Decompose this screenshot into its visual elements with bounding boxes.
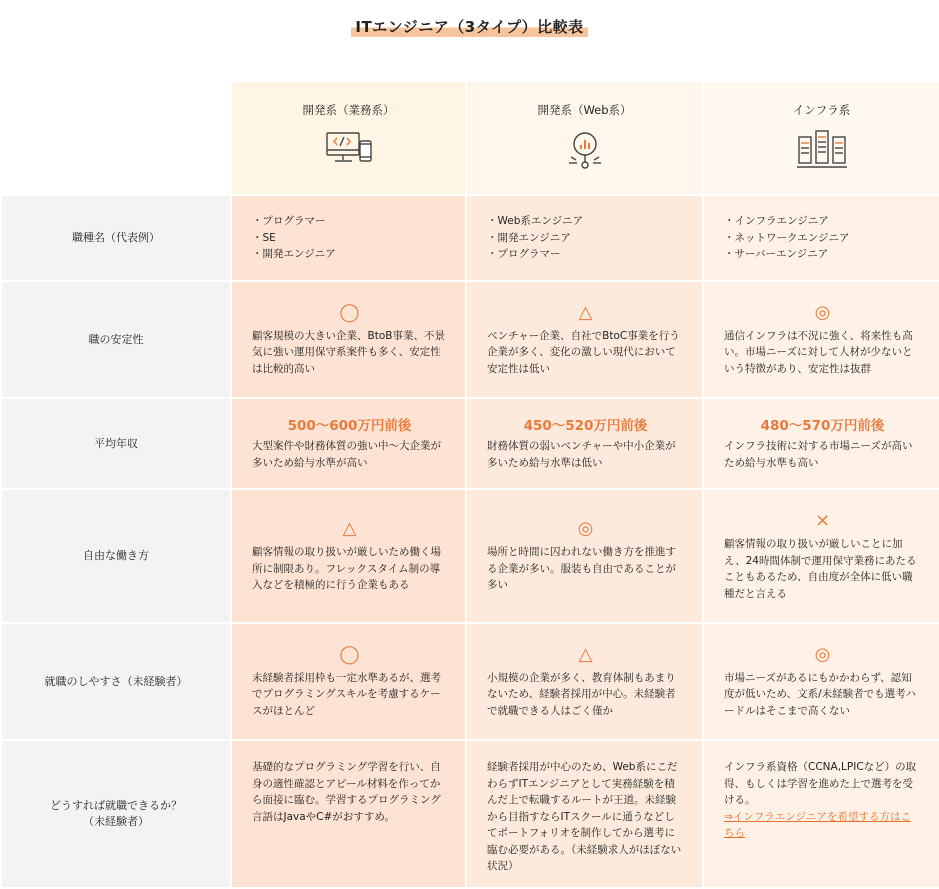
row-label: 平均年収 [1, 398, 231, 489]
comparison-table [0, 80, 939, 889]
cell-web-dev [466, 623, 703, 740]
corner-cell [1, 81, 231, 195]
job-item: ・ プログラマー [252, 213, 447, 230]
column-label: インフラ系 [792, 103, 851, 117]
row-label: 職種名（代表例） [1, 195, 231, 281]
cell-text: 顧客情報の取り扱いが厳しいことに加え、24時間体制で運用保守業務にあたることもあるため、自由度が全体に低い職種だと言える [724, 538, 917, 600]
cell-text: 小規模の企業が多く、教育体制もあまりないため、経験者採用が中心。未経験者で就職できる人はごく僅か [487, 671, 676, 717]
job-item: ・ インフラエンジニア [724, 213, 921, 230]
cell-text: 未経験者採用枠も一定水準あるが、選考でプログラミングスキルを考慮するケースがほとんど [252, 671, 441, 717]
column-label: 開発系（業務系） [302, 103, 395, 117]
rating-mark: ◯ [339, 301, 360, 323]
cell-text: インフラ系資格（CCNA,LPICなど）の取得、もしくは学習を進めた上で選考を受ける。 [724, 761, 917, 806]
row-job-titles [1, 195, 939, 281]
rating-mark: △ [342, 518, 357, 540]
rating-mark: △ [578, 643, 593, 665]
salary-range: 480〜570万円前後 [760, 418, 885, 434]
cell-web-dev [466, 740, 703, 888]
cell-web-dev [466, 195, 703, 281]
cell-text: 大型案件や財務体質の強い中〜大企業が多いため給与水準が高い [252, 440, 441, 469]
job-item: ・ サーバーエンジニア [724, 246, 921, 263]
row-label [1, 740, 231, 888]
column-label: 開発系（Web系） [537, 103, 632, 117]
cell-text: 顧客規模の大きい企業、BtoB事業、不景気に強い運用保守系案件も多く、安定性は比較的高い [252, 329, 445, 375]
rating-mark: ◯ [339, 643, 360, 665]
page-title: ITエンジニア（3タイプ）比較表 [351, 14, 587, 37]
column-header-web-dev [466, 81, 703, 195]
row-label-line: どうすれば就職できるか？ [50, 799, 182, 812]
computer-and-phone-icon [325, 129, 373, 169]
cell-text: 経験者採用が中心のため、Web系にこだわらずITエンジニアとして実務経験を積んだ上で転職するルートが王道。未経験から目指すならITスクールに通うなどしてポートフォリオを制作してから選考に臨む必要がある。（未経験求人がほぼない状況） [487, 761, 682, 872]
row-flexibility [1, 489, 939, 623]
cell-infra [703, 623, 939, 740]
header-row [1, 81, 939, 195]
job-item: ・ 開発エンジニア [252, 246, 447, 263]
infra-engineer-link[interactable]: ⇒インフラエンジニアを希望する方はこちら [724, 810, 912, 839]
column-header-business-dev [231, 81, 466, 195]
job-item: ・ 開発エンジニア [487, 230, 684, 247]
cell-text: 市場ニーズがあるにもかかわらず、認知度が低いため、文系/未経験者でも選考ハードルはそこまで高くない [724, 671, 917, 717]
cell-infra [703, 489, 939, 623]
rating-mark: × [814, 510, 831, 531]
row-stability [1, 281, 939, 398]
row-label: 自由な働き方 [1, 489, 231, 623]
cell-text: ベンチャー企業、自社でBtoC事業を行う企業が多く、変化の激しい現代において安定性は低い [487, 329, 680, 375]
row-ease [1, 623, 939, 740]
job-item: ・ Web系エンジニア [487, 213, 684, 230]
cell-text: 基礎的なプログラミング学習を行い、自身の適性確認とアピール材料を作ってから面接に臨む。学習するプログラミング言語はJavaやC#がおすすめ。 [252, 761, 441, 823]
cell-web-dev [466, 281, 703, 398]
cell-business-dev [231, 623, 466, 740]
cell-web-dev [466, 489, 703, 623]
cell-infra [703, 398, 939, 489]
cell-web-dev [466, 398, 703, 489]
cell-infra [703, 281, 939, 398]
magnifier-chart-icon [563, 129, 607, 171]
job-item: ・ ネットワークエンジニア [724, 230, 921, 247]
cell-text: 場所と時間に囚われない働き方を推進する企業が多い。服装も自由であることが多い [487, 546, 676, 592]
row-label-line: （未経験者） [83, 815, 149, 828]
row-label: 職の安定性 [1, 281, 231, 398]
cell-business-dev [231, 489, 466, 623]
cell-business-dev [231, 740, 466, 888]
salary-range: 450〜520万円前後 [523, 418, 648, 434]
row-label: 就職のしやすさ（未経験者） [1, 623, 231, 740]
rating-mark: ◎ [577, 518, 594, 540]
cell-business-dev [231, 195, 466, 281]
server-icon [797, 129, 847, 169]
cell-infra [703, 740, 939, 888]
cell-text: 顧客情報の取り扱いが厳しいため働く場所に制限あり。フレックスタイム制の導入などを積極的に行う企業もある [252, 546, 441, 592]
rating-mark: ◎ [814, 643, 831, 665]
salary-range: 500〜600万円前後 [287, 418, 412, 434]
cell-text: インフラ技術に対する市場ニーズが高いため給与水準も高い [724, 440, 913, 469]
row-howto [1, 740, 939, 888]
row-salary [1, 398, 939, 489]
cell-text: 通信インフラは不況に強く、将来性も高い。市場ニーズに対して人材が少ないという特徴があり、安定性は抜群 [724, 329, 913, 375]
rating-mark: ◎ [814, 301, 831, 323]
job-item: ・ SE [252, 230, 447, 247]
cell-infra [703, 195, 939, 281]
cell-business-dev [231, 398, 466, 489]
cell-text: 財務体質の弱いベンチャーや中小企業が多いため給与水準は低い [487, 440, 676, 469]
job-item: ・ プログラマー [487, 246, 684, 263]
cell-business-dev [231, 281, 466, 398]
column-header-infra [703, 81, 939, 195]
rating-mark: △ [578, 301, 593, 323]
